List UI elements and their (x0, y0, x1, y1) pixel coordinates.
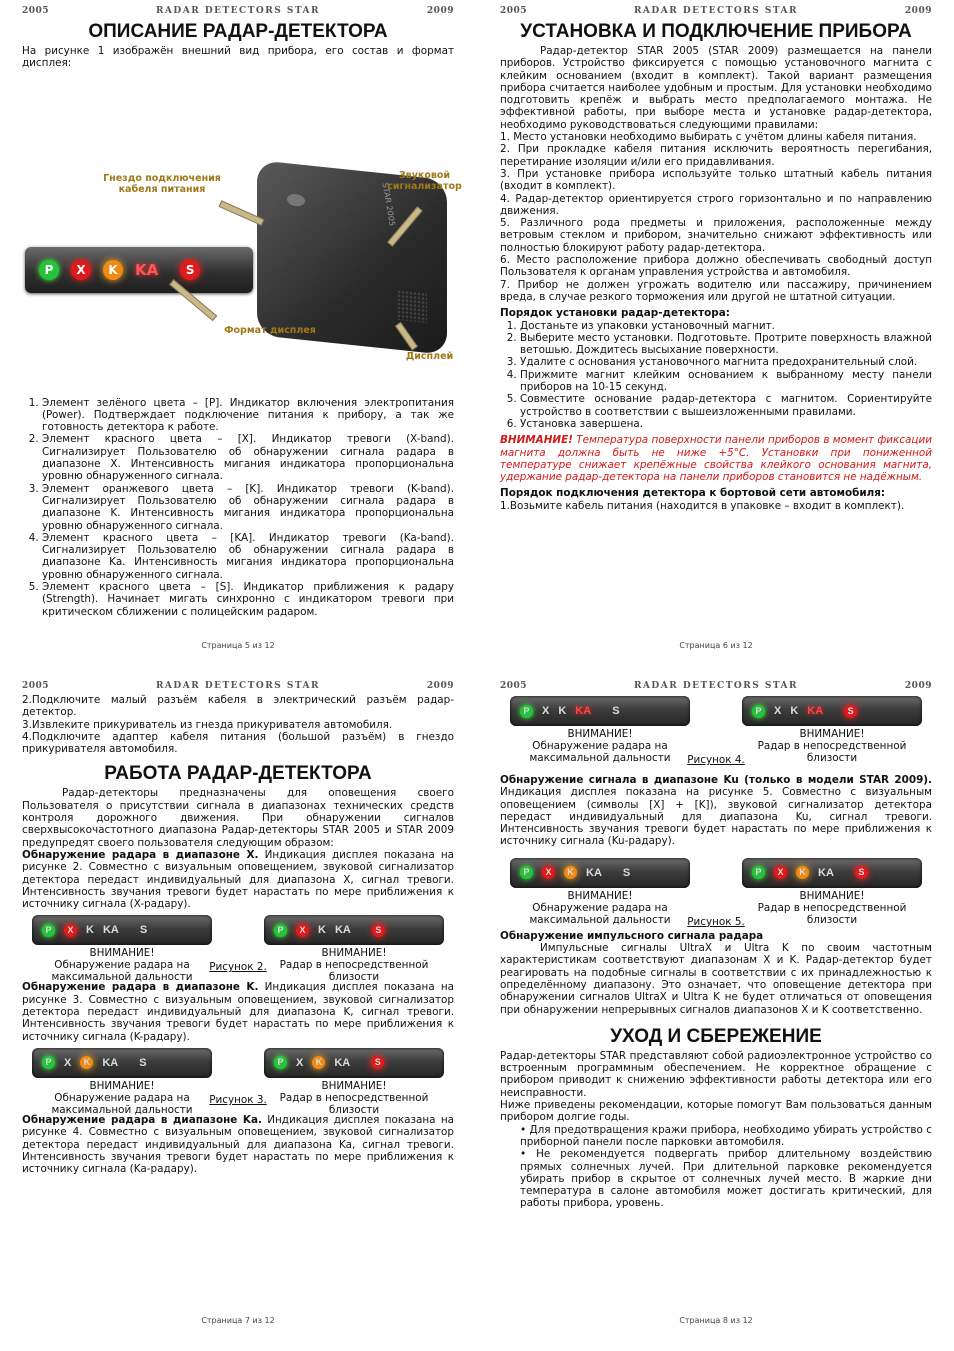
lcd-k-indicator: K (564, 866, 577, 879)
lcd-ka-indicator: KA (102, 924, 119, 937)
lcd-p-indicator: P (42, 1056, 55, 1069)
page-footer: Страница 7 из 12 (201, 1316, 275, 1325)
lcd-p-indicator: P (752, 866, 765, 879)
lcd-s-indicator: S (844, 705, 857, 718)
lcd-ka-indicator: KA (575, 705, 592, 717)
caption-attention: ВНИМАНИЕ! (799, 889, 865, 902)
connection-step: 1.Возьмите кабель питания (находится в упаковке – входит в комплект). (500, 499, 905, 512)
ku-band-text (500, 774, 932, 848)
list-item: 5. Элемент красного цвета – [S]. Индикатор приближения к радару (Strength). Начинает мигать синхронно с индикатором тревоги при критическом сближении с полицейским радаром. (42, 581, 454, 618)
lcd-s-indicator: S (139, 1056, 147, 1069)
care-bullet: • Для предотвращения кражи прибора, необходимо убирать устройство с приборной панели после парковки автомобиля. (520, 1123, 932, 1148)
lcd-p-indicator: P (520, 866, 533, 879)
list-item: 2. Выберите место установки. Подготовьте. Протрите поверхность влажной ветошью. Дождитесь высыхание поверхности. (520, 332, 932, 357)
caption-near: Радар в непосредственной близости (757, 901, 907, 926)
page-header (22, 6, 454, 19)
display-format-image (25, 247, 253, 293)
header-year-left: 2005 (500, 6, 528, 16)
caption-near: Радар в непосредственной близости (279, 959, 429, 984)
rule-item: 6. Место расположение прибора должно обеспечивать свободный доступ Пользователя к органам управления устройства и автомобиля. (500, 254, 932, 279)
lcd-s-indicator: S (139, 924, 148, 937)
figure-near (732, 858, 932, 926)
header-title: RADAR DETECTORS STAR (633, 681, 799, 691)
header-title: RADAR DETECTORS STAR (633, 6, 799, 16)
lcd-display-image (264, 915, 444, 945)
warning-text (500, 434, 932, 483)
rule-item: 2. При прокладке кабеля питания исключить вероятность перегибания, перетирание изоляции и/или его придавливания. (500, 143, 932, 168)
lcd-k-indicator: K (558, 705, 567, 717)
care-text: Ниже приведены рекомендации, которые помогут Вам пользоваться данным прибором долгие годы. (500, 1099, 932, 1124)
ku-band-heading: Обнаружение сигнала в диапазоне Ku (только в модели STAR 2009). (500, 774, 932, 786)
lcd-display-image (742, 858, 922, 888)
figure-caption: Рисунок 5. (687, 915, 745, 928)
lcd-s-indicator: S (371, 1056, 384, 1069)
header-year-right: 2009 (426, 681, 454, 691)
page-footer: Страница 6 из 12 (679, 641, 753, 650)
lcd-display-image (510, 696, 690, 726)
caption-attention: ВНИМАНИЕ! (321, 1079, 387, 1092)
lcd-display-image (32, 1048, 212, 1078)
lcd-ka-indicator: KA (807, 705, 824, 717)
lcd-p-indicator: P (274, 1056, 287, 1069)
lcd-k-indicator: K (86, 924, 94, 937)
section-title: УХОД И СБЕРЕЖЕНИЕ (610, 1025, 822, 1047)
care-bullet: • Не рекомендуется подвергать прибор длительному воздействию прямых солнечных лучей. При длительной парковке рекомендуется убирать прибор в скрытое от солнечных лучей место. В жаркие дни температура в салоне автомобиля может достигать критический, для работы прибора, уровень. (520, 1148, 932, 1210)
caption-attention: ВНИМАНИЕ! (321, 947, 387, 960)
lcd-ka-indicator: KA (102, 1056, 119, 1069)
caption-near: Радар в непосредственной близости (279, 1091, 429, 1116)
section-title: РАБОТА РАДАР-ДЕТЕКТОРА (104, 763, 372, 785)
x-band-body: Индикация дисплея показана на рисунке 2. Совместно с визуальным оповещением, звуковой сигнализатор детектора передаст индивидуальный для диапазона X, сигнал тревоги. Интенсивность звучания тревоги будет нарастать по мере приближения к источнику сигнала (X-радару). (22, 848, 455, 911)
warning-body: Температура поверхности панели приборов в момент фиксации магнита должна быть не ниже +5°C. Установки при пониженной температуре снижает крепёжные свойства клейкого основания магнита, удержание радар-детектора на панели приборов становится не надёжным. (500, 434, 932, 484)
install-order-title: Порядок установки радар-детектора: (500, 307, 730, 320)
caption-far: Обнаружение радара на максимальной дальности (51, 1091, 193, 1116)
lcd-x-indicator: X (296, 924, 309, 937)
rule-item: 7. Прибор не должен угрожать водителю или пассажиру, причинением вреда, в случае резкого торможения или другой не штатной ситуации. (500, 278, 932, 303)
lcd-s-indicator: S (622, 866, 631, 879)
lcd-ka-indicator: KA (135, 260, 159, 279)
caption-far: Обнаружение радара на максимальной дальности (529, 901, 671, 926)
device-figure (22, 70, 462, 362)
intro-text: Радар-детектор STAR 2005 (STAR 2009) размещается на панели приборов. Устройство фиксируется с помощью установочного магнита с клейким основанием (входит в комплект). Такой вариант размещения прибора считается наиболее удобным и простым. Для установки необходимо подготовить крепёж и выбрать место предполагаемого монтажа. Не эффективной работы, при выборе места и установке радар-детектора, необходимо руководствоваться следующими правилами: (500, 45, 932, 131)
caption-attention: ВНИМАНИЕ! (89, 947, 155, 960)
list-item: 3. Элемент оранжевого цвета – [K]. Индикатор тревоги (K-band). Сигнализирует Пользователю об обнаружении сигнала радара в диапазоне K. Интенсивность мигания индикатора пропорциональна уровню обнаруженного сигнала. (42, 483, 454, 532)
caption-attention: ВНИМАНИЕ! (89, 1079, 155, 1092)
list-item: 2. Элемент красного цвета – [X]. Индикатор тревоги (X-band). Сигнализирует Пользователю об обнаружении сигнала радара в диапазоне X. Интенсивность мигания индикатора пропорциональна уровню обнаруженного сигнала. (42, 433, 454, 482)
page-header (22, 681, 454, 694)
lcd-p-indicator: P (520, 705, 533, 718)
ku-band-body: Индикация дисплея показана на рисунке 5. Совместно с визуальным оповещением (символы [X] + [K]), звуковой сигнализатор детектора передаст индивидуальный для диапазона Ku, сигнал тревоги. Интенсивность звучания тревоги будет нарастать по мере приближения к источнику сигнала (Ku-радару). (500, 786, 932, 848)
lcd-k-indicator: K (80, 1056, 93, 1069)
intro-text: На рисунке 1 изображён внешний вид прибора, его состав и формат дисплея: (22, 45, 454, 70)
lcd-p-indicator: P (752, 705, 765, 718)
figure-far (22, 915, 222, 983)
header-title: RADAR DETECTORS STAR (155, 681, 321, 691)
k-band-heading: Обнаружение радара в диапазоне K. (22, 981, 259, 994)
lcd-ka-indicator: KA (334, 924, 351, 937)
ka-band-text (22, 1114, 454, 1175)
k-band-body: Индикация дисплея показана на рисунке 3. Совместно с визуальным оповещением, звуковой сигнализатор детектора передаст индивидуальный для диапазона K, сигнал тревоги. Интенсивность звучания тревоги будет нарастать по мере приближения к источнику сигнала (K-радару). (22, 981, 454, 1043)
lcd-s-indicator: S (855, 866, 868, 879)
figure-far (500, 696, 700, 764)
connection-step: 4.Подключите адаптер кабеля питания (большой разъём) в гнездо прикуривателя автомобиля. (22, 730, 454, 756)
lcd-x-indicator: X (774, 705, 782, 717)
lcd-k-indicator: K (312, 1056, 325, 1069)
lcd-k-indicator: K (796, 866, 809, 879)
list-item: 4. Элемент красного цвета – [KA]. Индикатор тревоги (Ka-band). Сигнализирует Пользователю об обнаружении сигнала радара в диапазоне Ka. Интенсивность мигания индикатора пропорциональна уровню обнаруженного сигнала. (42, 532, 454, 581)
page-header (500, 681, 932, 694)
intro-text: Радар-детекторы предназначены для оповещения своего Пользователя о присутствии сигнала в диапазонах технических средств контроля дорожного движения. При обнаружении сигналов сверхвысокочастотного диапазона Радар-детекторы STAR 2005 и STAR 2009 предупредят своего пользователя следующим образом: (22, 787, 454, 849)
page-8 (500, 681, 932, 1331)
figure-caption: Рисунок 2. (209, 961, 267, 974)
page-footer: Страница 8 из 12 (679, 1316, 753, 1325)
page-7 (22, 681, 454, 1331)
header-year-right: 2009 (904, 6, 932, 16)
rule-item: 5. Различного рода предметы и приложения, расположенные между ветровым стеклом и прибором, значительно снижают эффективность или полностью блокируют работу радар-детектора. (500, 217, 932, 254)
label-display: Дисплей (405, 350, 454, 362)
header-year-left: 2005 (22, 681, 50, 691)
lcd-p-indicator: P (274, 924, 287, 937)
list-item: 1. Достаньте из упаковки установочный магнит. (520, 320, 932, 332)
rule-item: 1. Место установки необходимо выбирать с учётом длины кабеля питания. (500, 131, 917, 144)
connection-title: Порядок подключения детектора к бортовой сети автомобиля: (500, 487, 886, 500)
list-item: 5. Совместите основание радар-детектора с магнитом. Сориентируйте устройство в соответствии с вышеизложенными правилами. (520, 393, 932, 418)
x-band-heading: Обнаружение радара в диапазоне X. (22, 848, 259, 861)
lcd-x-indicator: X (296, 1056, 304, 1069)
list-item: 3. Удалите с основания установочного магнита предохранительный слой. (520, 356, 932, 368)
indicator-list (22, 397, 454, 618)
header-year-left: 2005 (22, 6, 50, 16)
lcd-display-image (264, 1048, 444, 1078)
care-text: Радар-детекторы STAR представляют собой радиоэлектронное устройство со встроенным программным обеспечением. Не корректное обращение с прибором приводит к снижению эффективности работы детектора или его неисправности. (500, 1049, 932, 1099)
caption-attention: ВНИМАНИЕ! (567, 889, 633, 902)
label-socket: Гнездо подключения кабеля питания (103, 172, 221, 195)
list-item: 4. Прижмите магнит клейким основанием к выбранному месту панели приборов на 10-15 секунд. (520, 369, 932, 394)
figure-caption: Рисунок 4. (687, 754, 745, 766)
lcd-k-indicator: K (318, 924, 326, 937)
section-title: ОПИСАНИЕ РАДАР-ДЕТЕКТОРА (88, 21, 388, 42)
ka-band-heading: Обнаружение радара в диапазоне Ka. (22, 1113, 262, 1126)
caption-near: Радар в непосредственной близости (757, 740, 907, 764)
lcd-s-indicator: S (612, 705, 620, 717)
lcd-s-indicator: S (372, 924, 385, 937)
figure-caption: Рисунок 3. (209, 1093, 267, 1106)
connection-step: 3.Извлеките прикуриватель из гнезда прикуривателя автомобиля. (22, 718, 393, 731)
figure-near (254, 1048, 454, 1116)
list-item: 6. Установка завершена. (520, 418, 932, 430)
lcd-p-indicator: P (39, 260, 59, 280)
star-logo-icon (287, 193, 305, 207)
figure-far (22, 1048, 222, 1116)
page-header (500, 6, 932, 19)
header-year-right: 2009 (904, 681, 932, 691)
lcd-s-indicator: S (180, 260, 200, 280)
figure-far (500, 858, 700, 926)
label-buzzer: Звуковой сигнализатор (387, 169, 462, 192)
rule-item: 3. При установке прибора используйте только штатный кабель питания (входит в комплект). (500, 167, 932, 193)
lcd-x-indicator: X (64, 924, 77, 937)
lcd-ka-indicator: KA (818, 866, 834, 879)
lcd-x-indicator: X (64, 1056, 72, 1069)
x-band-text (22, 849, 454, 910)
lcd-display-image (742, 696, 922, 726)
header-year-right: 2009 (426, 6, 454, 16)
warning-label: ВНИМАНИЕ! (500, 434, 573, 447)
impulse-heading: Обнаружение импульсного сигнала радара (500, 929, 764, 942)
section-title: УСТАНОВКА И ПОДКЛЮЧЕНИЕ ПРИБОРА (520, 21, 912, 42)
figure-near (254, 915, 454, 983)
page-footer: Страница 5 из 12 (201, 641, 275, 650)
page-6 (500, 6, 932, 656)
header-year-left: 2005 (500, 681, 528, 691)
lcd-p-indicator: P (42, 924, 55, 937)
rule-item: 4. Радар-детектор ориентируется строго горизонтально и по направлению движения. (500, 192, 932, 217)
caption-attention: ВНИМАНИЕ! (567, 728, 633, 740)
speaker-grille (397, 289, 427, 322)
caption-attention: ВНИМАНИЕ! (799, 728, 865, 740)
lcd-k-indicator: K (103, 260, 123, 280)
label-format: Формат дисплея (224, 324, 316, 336)
device-label: STAR 2005 (380, 181, 397, 226)
k-band-text (22, 981, 454, 1042)
lcd-x-indicator: X (542, 705, 550, 717)
caption-far: Обнаружение радара на максимальной дальности (529, 740, 671, 764)
lcd-x-indicator: X (71, 260, 91, 280)
list-item: 1. Элемент зелёного цвета – [P]. Индикатор включения электропитания (Power). Подтверждает подключение питания к прибору, а так же готовность детектора к работе. (42, 397, 454, 434)
lcd-display-image (510, 858, 690, 888)
lcd-k-indicator: K (790, 705, 799, 717)
lcd-ka-indicator: KA (586, 866, 602, 879)
lcd-x-indicator: X (542, 866, 555, 879)
install-steps (500, 320, 932, 431)
impulse-text: Импульсные сигналы UltraX и Ultra K по своим частотным характеристикам соответствуют диапазонам X и K. Радар-детектор будет реагировать на подобные сигналы в соответствии с их принадлежностью к определённому диапазону. Это означает, что оповещение детектора при обнаружении сигналов UltraX и Ultra K не будет отличаться от оповещения при обнаружении непрерывных сигналов диапазонов X и K соответственно. (500, 942, 932, 1016)
connection-step: 2.Подключите малый разъём кабеля в электрический разъём радар-детектор. (22, 694, 454, 719)
lcd-display-image (32, 915, 212, 945)
ka-band-body: Индикация дисплея показана на рисунке 4. Совместно с визуальным оповещением, звуковой сигнализатор детектора передаст индивидуальный для диапазона Ka, сигнал тревоги. Интенсивность звучания тревоги будет нарастать по мере приближения к источнику сигнала (Ka-радару). (22, 1113, 454, 1176)
lcd-ka-indicator: KA (334, 1056, 351, 1069)
lcd-x-indicator: X (774, 866, 787, 879)
caption-far: Обнаружение радара на максимальной дальности (51, 959, 193, 984)
header-title: RADAR DETECTORS STAR (155, 6, 321, 16)
figure-near (732, 696, 932, 764)
page-5 (22, 6, 462, 656)
